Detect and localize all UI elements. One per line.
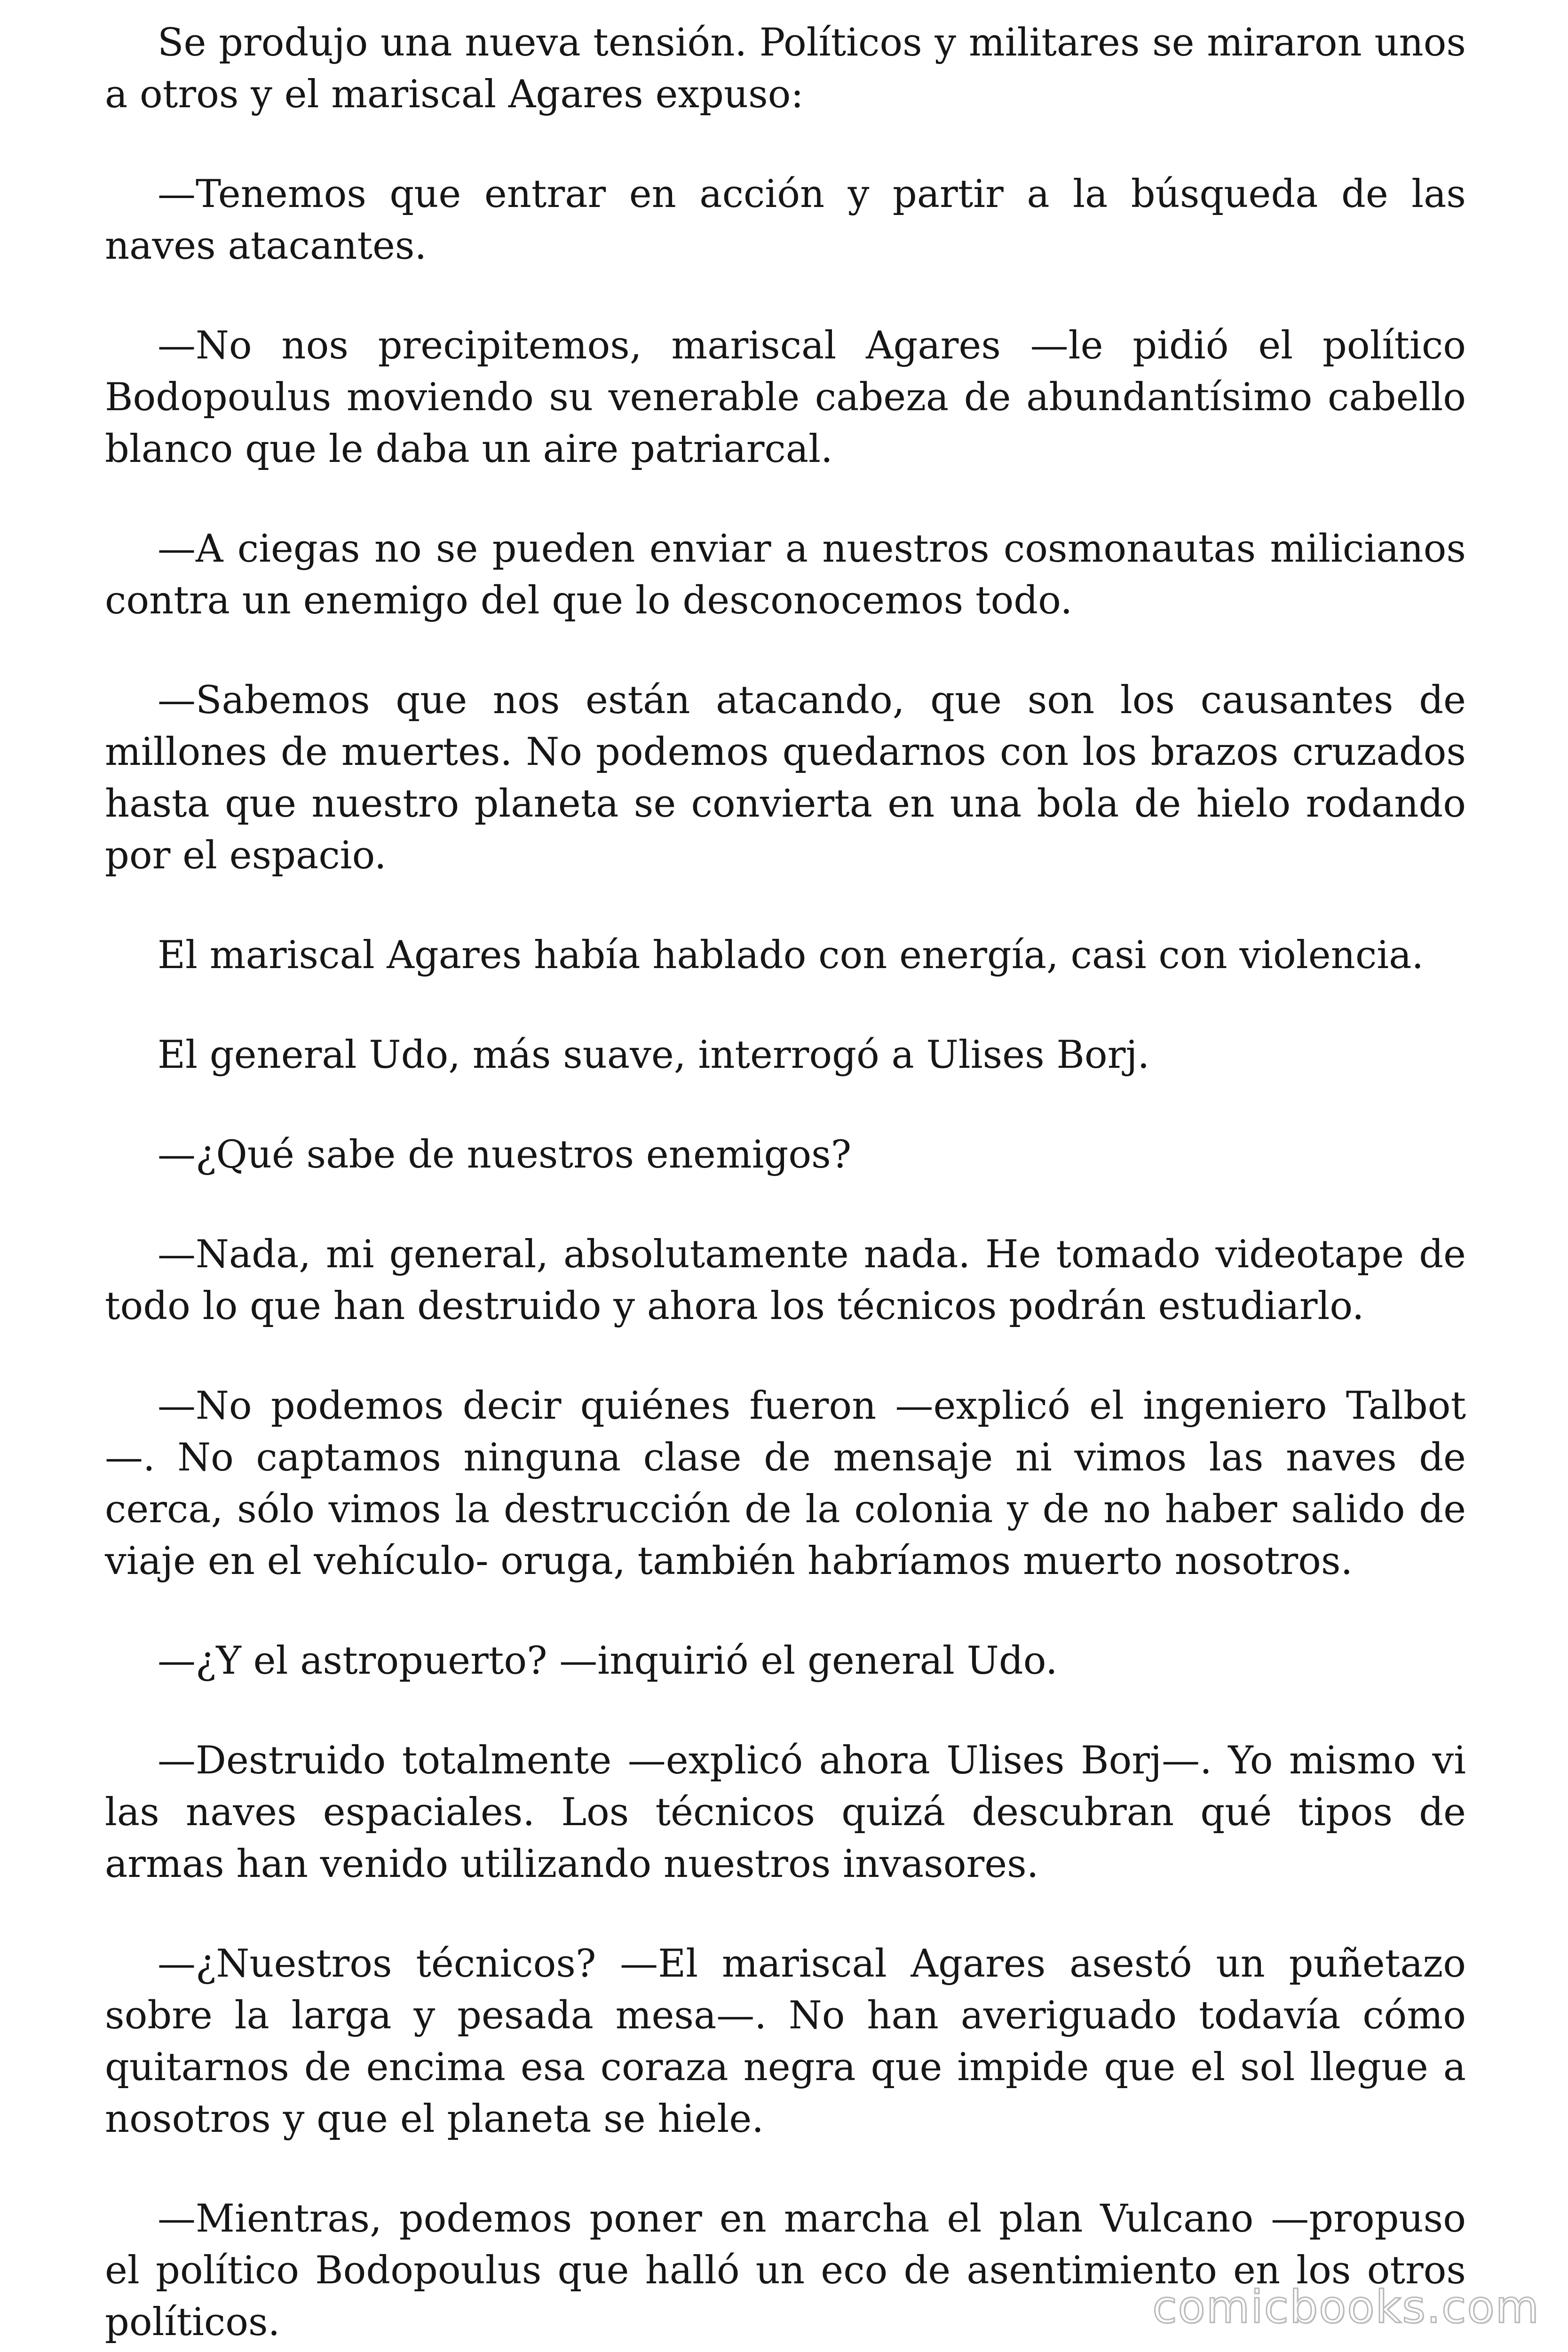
paragraph: —Nada, mi general, absolutamente nada. He tomado videotape de todo lo que han destruido y ahora los técnicos podrán estudiarlo.: [105, 1232, 1466, 1328]
page-body: [105, 17, 1466, 2348]
paragraph: El mariscal Agares había hablado con energía, casi con violencia.: [158, 933, 1424, 977]
paragraph: Se produjo una nueva tensión. Políticos y militares se miraron unos a otros y el mariscal Agares expuso:: [105, 21, 1466, 117]
paragraph: —¿Qué sabe de nuestros enemigos?: [158, 1133, 852, 1177]
paragraph: —Destruido totalmente —explicó ahora Ulises Borj—. Yo mismo vi las naves espaciales. Los técnicos quizá descubran qué tipos de armas han venido utilizando nuestros invasores.: [105, 1739, 1466, 1886]
paragraph: —No nos precipitemos, mariscal Agares —le pidió el político Bodopoulus moviendo su venerable cabeza de abundantísimo cabello blanco que le daba un aire patriarcal.: [105, 324, 1466, 471]
paragraph: —Sabemos que nos están atacando, que son los causantes de millones de muertes. No podemos quedarnos con los brazos cruzados hasta que nuestro planeta se convierta en una bola de hielo rodando por el espacio.: [105, 678, 1466, 878]
watermark: comicbooks.com: [1152, 2281, 1540, 2333]
paragraph: —No podemos decir quiénes fueron —explicó el ingeniero Talbot —. No captamos ninguna clase de mensaje ni vimos las naves de cerca, sólo vimos la destrucción de la colonia y de no haber salido de viaje en el vehículo- oruga, también habríamos muerto nosotros.: [105, 1384, 1466, 1583]
paragraph: —Tenemos que entrar en acción y partir a la búsqueda de las naves atacantes.: [105, 172, 1466, 268]
paragraph: —A ciegas no se pueden enviar a nuestros cosmonautas milicianos contra un enemigo del que lo desconocemos todo.: [105, 527, 1466, 623]
paragraph: —Mientras, podemos poner en marcha el plan Vulcano —propuso el político Bodopoulus que halló un eco de asentimiento en los otros políticos.: [105, 2197, 1466, 2344]
paragraph: El general Udo, más suave, interrogó a Ulises Borj.: [158, 1033, 1150, 1077]
paragraph: —¿Nuestros técnicos? —El mariscal Agares asestó un puñetazo sobre la larga y pesada mesa—. No han averiguado todavía cómo quitarnos de encima esa coraza negra que impide que el sol llegue a nosotros y que el planeta se hiele.: [105, 1942, 1466, 2141]
paragraph: —¿Y el astropuerto? —inquirió el general Udo.: [158, 1639, 1058, 1683]
